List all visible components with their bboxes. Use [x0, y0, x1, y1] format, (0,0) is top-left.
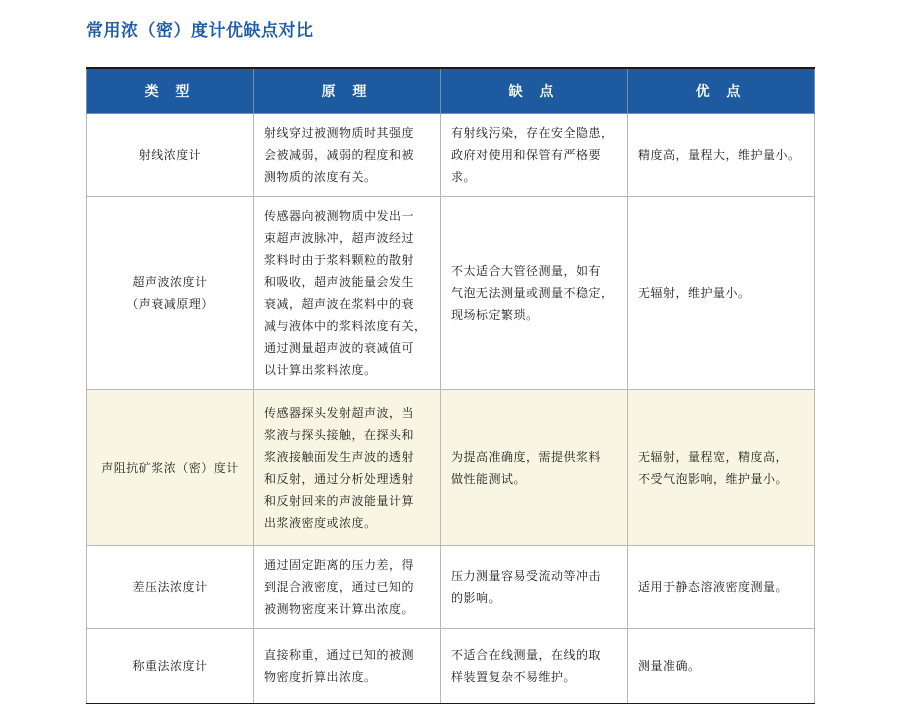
cons-cell: 不太适合大管径测量，如有 气泡无法测量或测量不稳定， 现场标定繁琐。 — [441, 197, 628, 390]
type-cell: 声阻抗矿浆浓（密）度计 — [87, 390, 254, 546]
type-cell: 称重法浓度计 — [87, 629, 254, 704]
pros-cell: 精度高，量程大，维护量小。 — [628, 114, 815, 197]
header-principle: 原 理 — [254, 68, 441, 114]
principle-cell: 传感器探头发射超声波，当 浆液与探头接触，在探头和 浆液接触面发生声波的透射 和反射，通过分析处理透射 和反射回来的声波能量计算 出浆液密度或浓度。 — [254, 390, 441, 546]
cons-cell: 有射线污染，存在安全隐患， 政府对使用和保管有严格要 求。 — [441, 114, 628, 197]
pros-cell: 测量准确。 — [628, 629, 815, 704]
header-cons: 缺 点 — [441, 68, 628, 114]
type-cell: 超声波浓度计 （声衰减原理） — [87, 197, 254, 390]
principle-cell: 通过固定距离的压力差，得 到混合液密度，通过已知的 被测物密度来计算出浓度。 — [254, 546, 441, 629]
header-type: 类 型 — [87, 68, 254, 114]
table-header-row — [87, 68, 815, 114]
type-cell: 射线浓度计 — [87, 114, 254, 197]
type-cell: 差压法浓度计 — [87, 546, 254, 629]
principle-cell: 射线穿过被测物质时其强度 会被减弱，减弱的程度和被 测物质的浓度有关。 — [254, 114, 441, 197]
cons-cell: 不适合在线测量，在线的取 样装置复杂不易维护。 — [441, 629, 628, 704]
table-row — [87, 114, 815, 197]
table-row — [87, 197, 815, 390]
pros-cell: 无辐射，维护量小。 — [628, 197, 815, 390]
principle-cell: 传感器向被测物质中发出一 束超声波脉冲，超声波经过 浆料时由于浆料颗粒的散射 和吸收，超声波能量会发生 衰减，超声波在浆料中的衰 减与液体中的浆料浓度有关， 通过测量超声波的衰减值可 以计算出浆料浓度。 — [254, 197, 441, 390]
principle-cell: 直接称重，通过已知的被测 物密度折算出浓度。 — [254, 629, 441, 704]
cons-cell: 为提高准确度，需提供浆料 做性能测试。 — [441, 390, 628, 546]
cons-cell: 压力测量容易受流动等冲击 的影响。 — [441, 546, 628, 629]
pros-cell: 适用于静态溶液密度测量。 — [628, 546, 815, 629]
pros-cell: 无辐射，量程宽，精度高， 不受气泡影响，维护量小。 — [628, 390, 815, 546]
table-row-highlighted — [87, 390, 815, 546]
table-row — [87, 546, 815, 629]
page-title: 常用浓（密）度计优缺点对比 — [86, 21, 314, 41]
comparison-table-container — [86, 67, 814, 704]
table-row — [87, 629, 815, 704]
comparison-table — [86, 67, 815, 704]
header-pros: 优 点 — [628, 68, 815, 114]
